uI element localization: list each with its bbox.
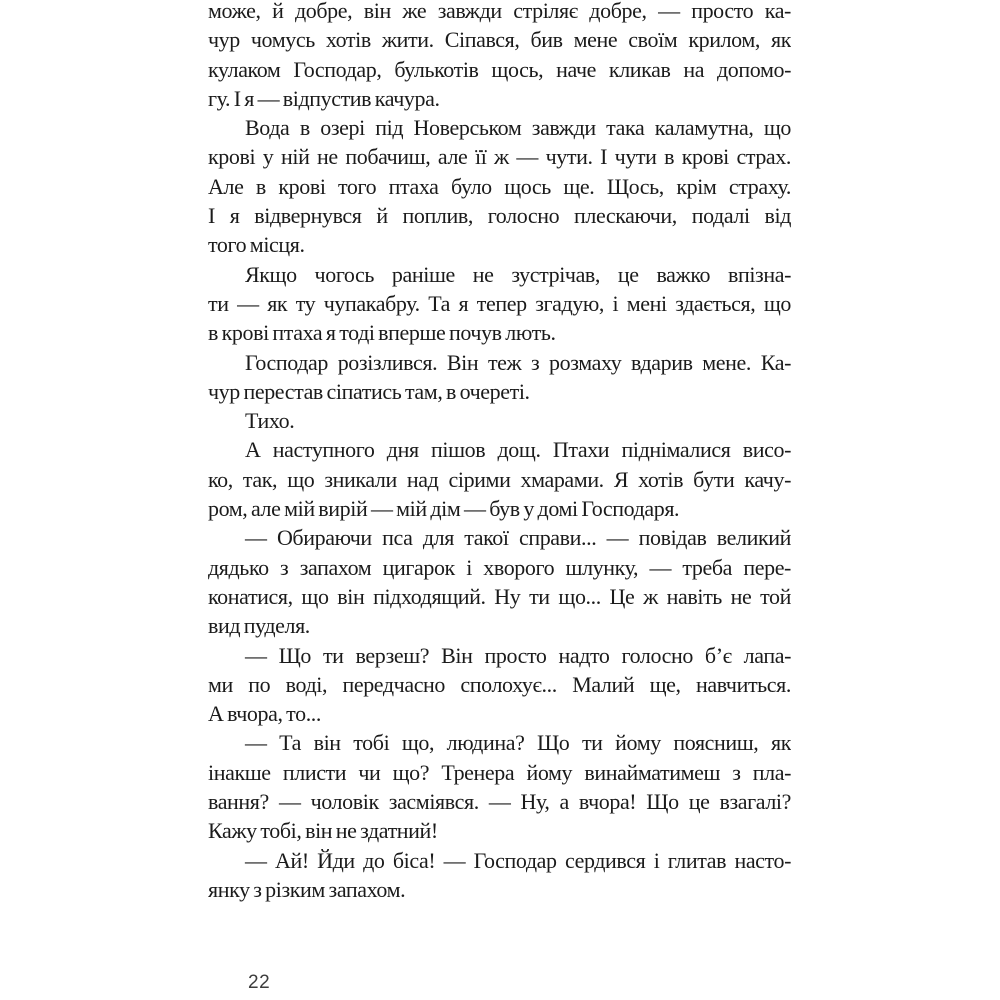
text-line: ми по воді, передчасно сполохує... Малий ще, навчиться. bbox=[208, 671, 791, 697]
text-line: Вода в озері під Новерськом завжди така каламутна, що bbox=[245, 115, 791, 141]
text-line: конатися, що він підходящий. Ну ти що... Це ж навіть не той bbox=[208, 583, 791, 609]
paragraph-3 bbox=[208, 260, 791, 348]
text-line: в крові птаха я тоді вперше почув лють. bbox=[208, 320, 556, 346]
text-line: Господар розізлився. Він теж з розмаху вдарив мене. Ка- bbox=[245, 349, 791, 375]
text-line: — Що ти верзеш? Він просто надто голосно б’є лапа- bbox=[245, 642, 791, 668]
text-line: І я відвернувся й поплив, голосно плескаючи, подалі від bbox=[208, 203, 791, 229]
text-line: — Обираючи пса для такої справи... — повідав великий bbox=[245, 525, 791, 551]
text-line: А наступного дня пішов дощ. Птахи піднімалися висо- bbox=[245, 437, 791, 463]
paragraph-9 bbox=[208, 728, 791, 845]
text-line: того місця. bbox=[208, 232, 305, 258]
text-line: А вчора, то... bbox=[208, 701, 321, 727]
paragraph-1 bbox=[208, 0, 791, 113]
paragraph-8 bbox=[208, 641, 791, 729]
paragraph-7 bbox=[208, 523, 791, 640]
text-line: інакше плисти чи що? Тренера йому винайматимеш з пла- bbox=[208, 759, 791, 785]
text-line: — Та він тобі що, людина? Що ти йому поясниш, як bbox=[245, 730, 791, 756]
text-line: Якщо чогось раніше не зустрічав, це важко впізна- bbox=[245, 261, 791, 287]
paragraph-2 bbox=[208, 113, 791, 259]
text-line: чур перестав сіпатись там, в очереті. bbox=[208, 378, 530, 404]
paragraph-5 bbox=[208, 406, 791, 435]
text-line: Тихо. bbox=[245, 408, 295, 434]
page-number: 22 bbox=[248, 972, 271, 993]
text-block bbox=[208, 0, 791, 904]
text-line: вання? — чоловік засміявся. — Ну, а вчора! Що це взагалі? bbox=[208, 789, 791, 815]
text-line: ти — як ту чупакабру. Та я тепер згадую, і мені здається, що bbox=[208, 290, 791, 316]
text-line: вид пуделя. bbox=[208, 613, 310, 639]
text-line: Але в крові того птаха було щось ще. Щось, крім страху. bbox=[208, 173, 791, 199]
text-line: крові у ній не побачиш, але її ж — чути. І чути в крові страх. bbox=[208, 144, 791, 170]
paragraph-6 bbox=[208, 435, 791, 523]
text-line: може, й добре, він же завжди стріляє добре, — просто ка- bbox=[208, 0, 791, 23]
text-line: ром, але мій вирій — мій дім — був у домі Господаря. bbox=[208, 496, 680, 522]
text-line: Кажу тобі, він не здатний! bbox=[208, 818, 438, 844]
paragraph-10 bbox=[208, 846, 791, 905]
text-line: кулаком Господар, булькотів щось, наче кликав на допомо- bbox=[208, 56, 791, 82]
text-line: дядько з запахом цигарок і хворого шлунку, — треба пере- bbox=[208, 554, 791, 580]
text-line: гу. І я — відпустив качура. bbox=[208, 85, 440, 111]
text-line: янку з різким запахом. bbox=[208, 876, 406, 902]
text-line: — Ай! Йди до біса! — Господар сердився і глитав насто- bbox=[245, 847, 791, 873]
paragraph-4 bbox=[208, 348, 791, 407]
text-line: чур чомусь хотів жити. Сіпався, бив мене своїм крилом, як bbox=[208, 27, 791, 53]
text-line: ко, так, що зникали над сірими хмарами. Я хотів бути качу- bbox=[208, 466, 791, 492]
